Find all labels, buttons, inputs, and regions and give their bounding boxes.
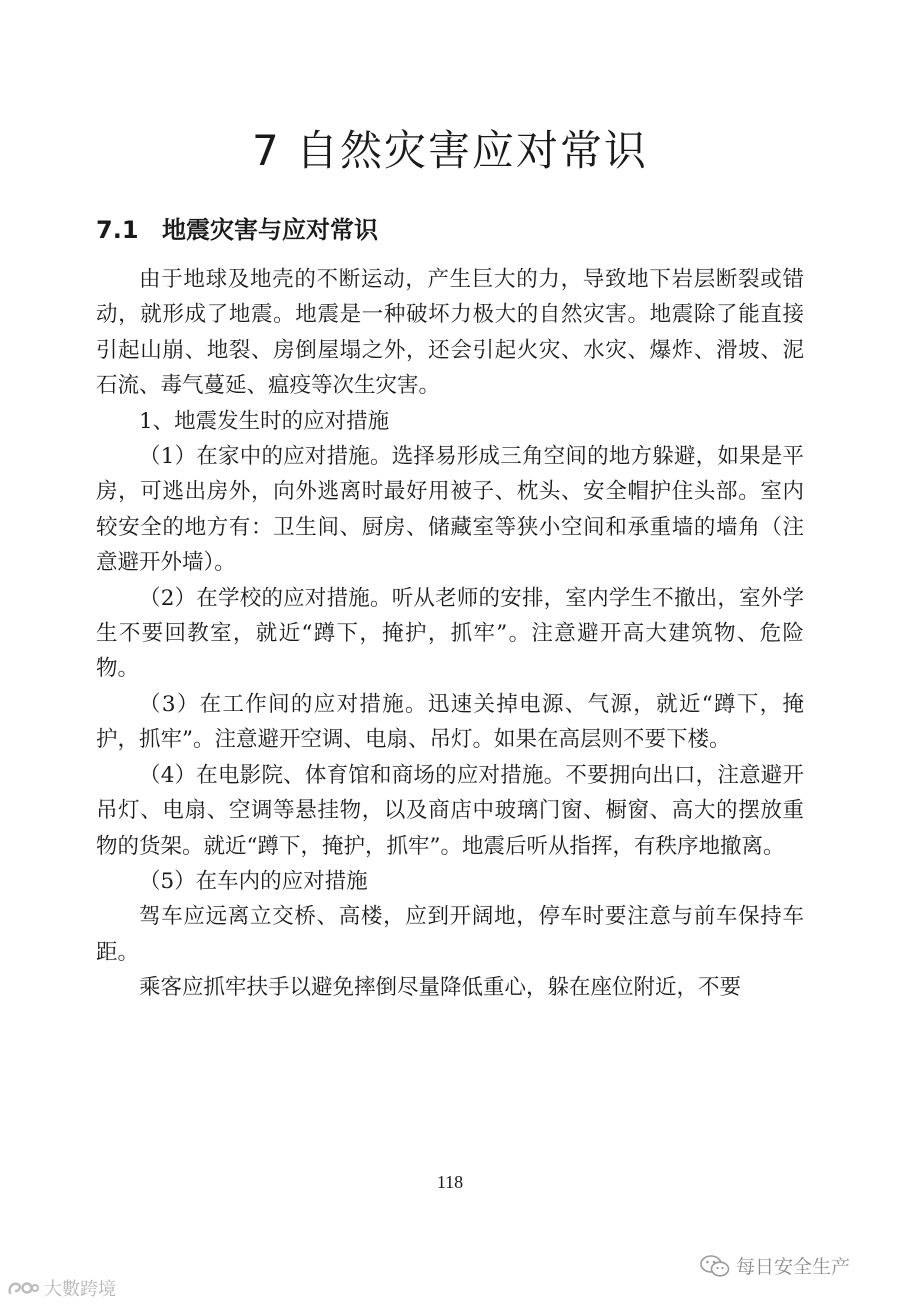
page-number: 118	[436, 1172, 464, 1192]
body-text	[96, 262, 804, 1006]
section-title: 地震灾害与应对常识	[162, 216, 378, 244]
section-number: 7.1	[96, 216, 139, 244]
paragraph: （1）在家中的应对措施。选择易形成三角空间的地方躲避，如果是平房，可逃出房外，向外逃离时最好用被子、枕头、安全帽护住头部。室内较安全的地方有：卫生间、厨房、储藏室等狭小空间和承重墙的墙角（注意避开外墙）。	[96, 444, 804, 576]
paragraph: 1、地震发生时的应对措施	[139, 408, 390, 434]
paragraph: （4）在电影院、体育馆和商场的应对措施。不要拥向出口，注意避开吊灯、电扇、空调等悬挂物，以及商店中玻璃门窗、橱窗、高大的摆放重物的货架。就近“蹲下，掩护，抓牢”。地震后听从指挥，有秩序地撤离。	[96, 762, 804, 859]
paragraph: 由于地球及地壳的不断运动，产生巨大的力，导致地下岩层断裂或错动，就形成了地震。地震是一种破坏力极大的自然灾害。地震除了能直接引起山崩、地裂、房倒屋塌之外，还会引起火灾、水灾、爆炸、滑坡、泥石流、毒气蔓延、瘟疫等次生灾害。	[96, 267, 804, 399]
wechat-icon	[700, 1254, 730, 1278]
watermark-logo	[6, 1275, 116, 1301]
paragraph: 驾车应远离立交桥、高楼，应到开阔地，停车时要注意与前车保持车距。	[96, 904, 804, 965]
paragraph: （2）在学校的应对措施。听从老师的安排，室内学生不撤出，室外学生不要回教室，就近“蹲下，掩护，抓牢”。注意避开高大建筑物、危险物。	[96, 585, 804, 682]
watermark-text: 每日安全生产	[736, 1256, 851, 1278]
paragraph: 乘客应抓牢扶手以避免摔倒尽量降低重心，躲在座位附近，不要	[139, 975, 742, 1001]
watermark-wechat	[700, 1252, 850, 1279]
paragraph: （5）在车内的应对措施	[139, 868, 368, 894]
paragraph: （3）在工作间的应对措施。迅速关掉电源、气源，就近“蹲下，掩护，抓牢”。注意避开空调、电扇、吊灯。如果在高层则不要下楼。	[96, 691, 804, 753]
section-heading	[96, 210, 378, 245]
logo-mark-icon	[6, 1277, 40, 1299]
chapter-title: 7 自然灾害应对常识	[251, 126, 649, 175]
watermark-text: 大數跨境	[44, 1279, 116, 1300]
